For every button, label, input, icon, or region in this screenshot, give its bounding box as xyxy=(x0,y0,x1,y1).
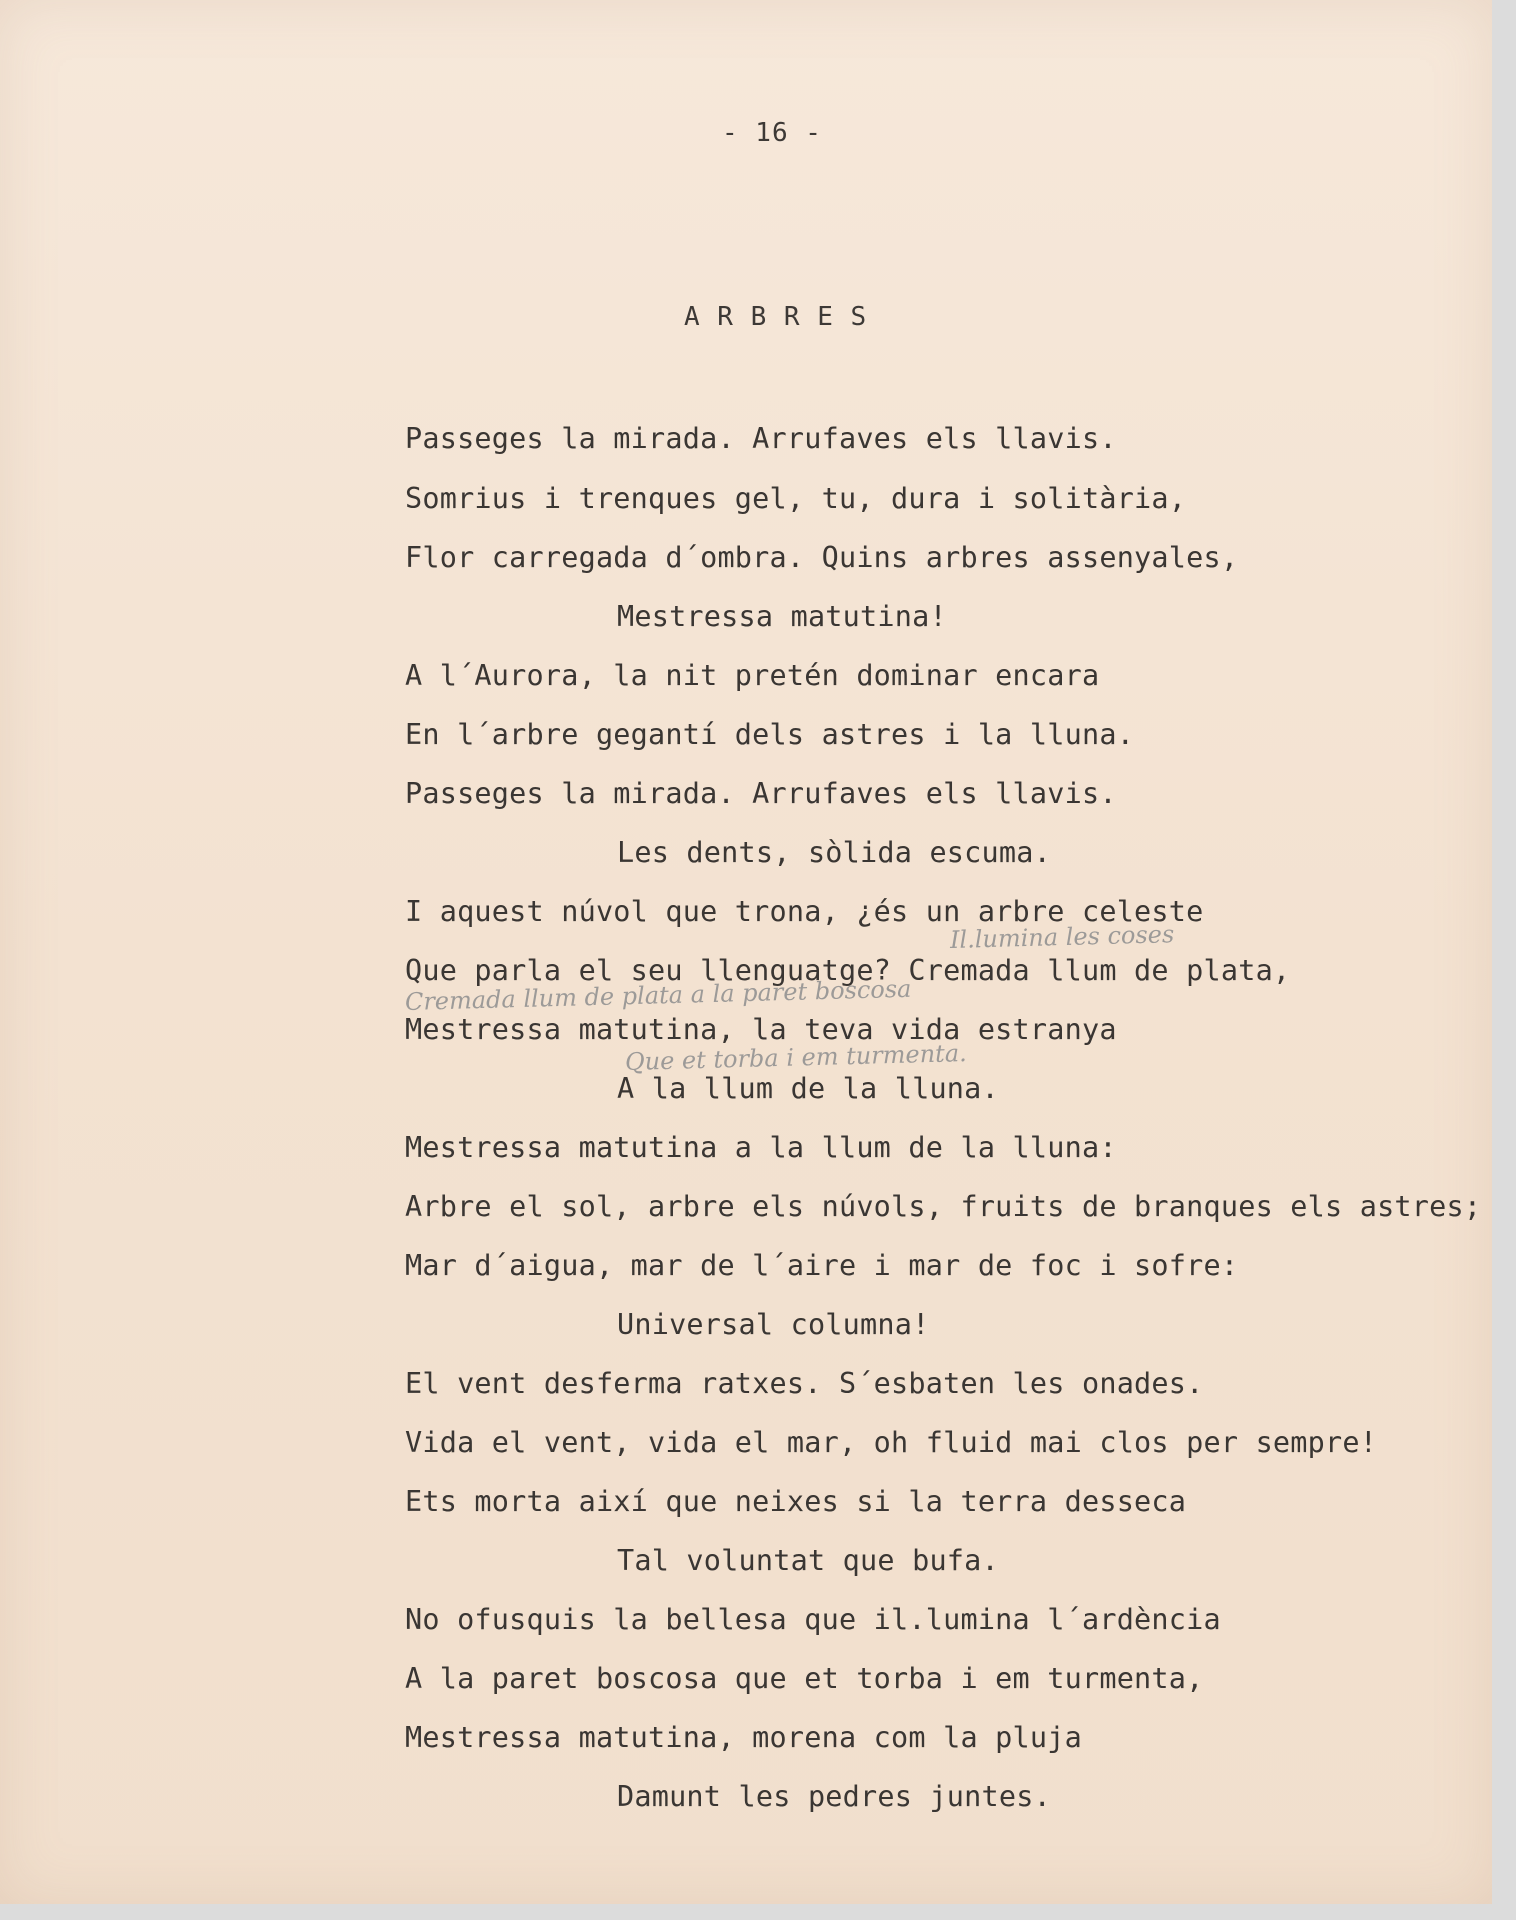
poem-line: En l´arbre gegantí dels astres i la lluna. xyxy=(405,718,1135,751)
poem-line: A la llum de la lluna. xyxy=(617,1072,999,1105)
poem-line: A la paret boscosa que et torba i em turmenta, xyxy=(405,1662,1204,1695)
poem-line: Mestressa matutina, la teva vida estranya xyxy=(405,1013,1117,1046)
poem-line: Ets morta així que neixes si la terra desseca xyxy=(405,1485,1187,1518)
poem-line: No ofusquis la bellesa que il.lumina l´ardència xyxy=(405,1603,1221,1636)
poem-line: Tal voluntat que bufa. xyxy=(617,1544,999,1577)
scan-edge-right xyxy=(1492,0,1516,1920)
poem-line: Damunt les pedres juntes. xyxy=(617,1780,1051,1813)
poem-line: Mestressa matutina! xyxy=(617,600,947,633)
poem-line: Passeges la mirada. Arrufaves els llavis. xyxy=(405,777,1117,810)
poem-line: A l´Aurora, la nit pretén dominar encara xyxy=(405,659,1100,692)
poem-line: Somrius i trenques gel, tu, dura i solitària, xyxy=(405,482,1187,515)
poem-line: Mestressa matutina, morena com la pluja xyxy=(405,1721,1082,1754)
page-number: - 16 - xyxy=(722,118,822,148)
poem-line: I aquest núvol que trona, ¿és un arbre celeste xyxy=(405,895,1204,928)
poem-line: Passeges la mirada. Arrufaves els llavis. xyxy=(405,422,1117,455)
poem-line: Mar d´aigua, mar de l´aire i mar de foc i sofre: xyxy=(405,1249,1239,1282)
scan-edge-bottom xyxy=(0,1904,1516,1920)
poem-line: Mestressa matutina a la llum de la lluna: xyxy=(405,1131,1117,1164)
handwritten-annotation: Il.lumina les coses xyxy=(949,920,1175,954)
poem-line: Arbre el sol, arbre els núvols, fruits de branques els astres; xyxy=(405,1190,1482,1223)
poem-line: Les dents, sòlida escuma. xyxy=(617,836,1051,869)
poem-line: El vent desferma ratxes. S´esbaten les onades. xyxy=(405,1367,1204,1400)
handwritten-annotation: Cremada llum de plata a la paret boscosa xyxy=(404,974,912,1016)
poem-line: Universal columna! xyxy=(617,1308,930,1341)
poem-line: Vida el vent, vida el mar, oh fluid mai clos per sempre! xyxy=(405,1426,1378,1459)
poem-line: Flor carregada d´ombra. Quins arbres assenyales, xyxy=(405,541,1239,574)
poem-title: A R B R E S xyxy=(684,302,868,332)
handwritten-annotation: Que et torba i em turmenta. xyxy=(624,1039,968,1076)
poem-line: Que parla el seu llenguatge? Cremada llum de plata, xyxy=(405,954,1291,987)
